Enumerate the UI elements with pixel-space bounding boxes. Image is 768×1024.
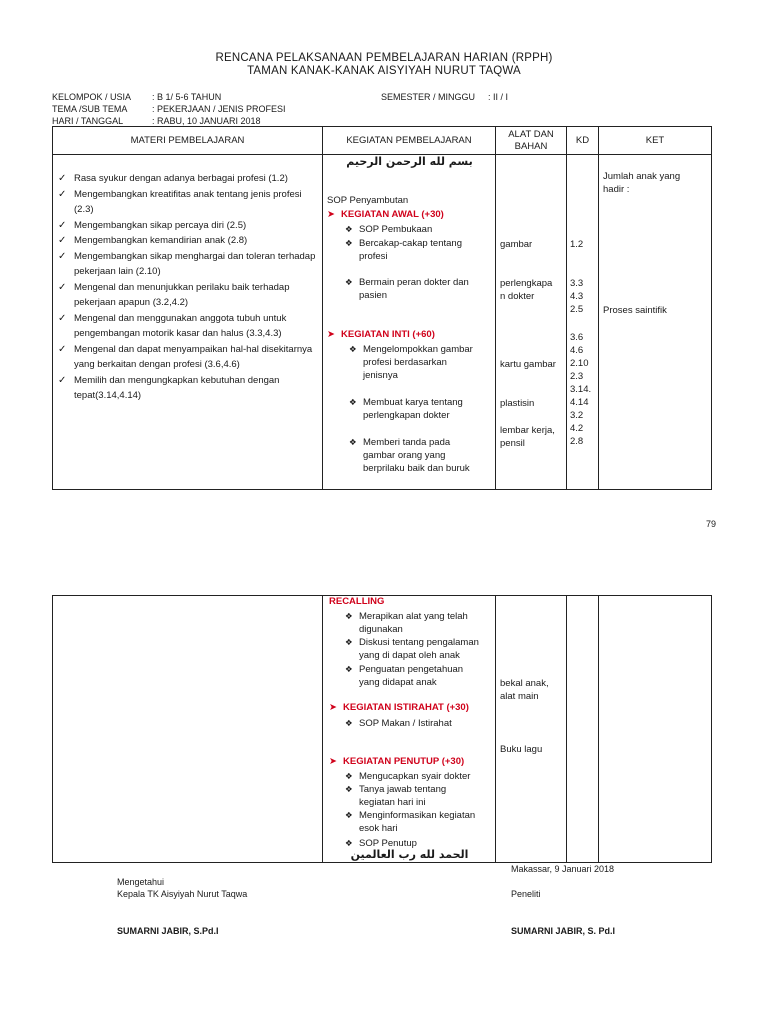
header-kegiatan: KEGIATAN PEMBELAJARAN	[323, 127, 496, 155]
activity-item: ❖ Memberi tanda pada gambar orang yang berprilaku baik dan buruk	[349, 436, 470, 475]
materi-item: ✓ Rasa syukur dengan adanya berbagai profesi (1.2)	[53, 171, 318, 187]
hari-label: HARI / TANGGAL	[52, 116, 124, 126]
activity-item: ❖ Merapikan alat yang telah digunakan	[345, 610, 468, 636]
alat-item: perlengkapa n dokter	[500, 278, 553, 302]
materi-cell	[53, 155, 323, 490]
alat-item: lembar kerja, pensil	[500, 425, 555, 449]
tema-label: TEMA /SUB TEMA	[52, 104, 128, 114]
materi-cell-continued	[53, 596, 323, 863]
recalling-heading: RECALLING	[329, 596, 385, 607]
activity-item: ❖ Diskusi tentang pengalaman yang di dapat oleh anak	[345, 636, 479, 662]
signature-name-right: SUMARNI JABIR, S. Pd.I	[511, 926, 616, 936]
materi-item: ✓ Mengembangkan kreatifitas anak tentang jenis profesi (2.3)	[53, 187, 318, 218]
activity-item: ❖ Tanya jawab tentang kegiatan hari ini	[345, 783, 446, 809]
mengetahui-label: Mengetahui	[117, 877, 165, 887]
kegiatan-cell	[323, 155, 496, 490]
kd-cell-continued	[567, 596, 599, 863]
activity-item: ❖ SOP Makan / Istirahat	[345, 717, 452, 730]
activity-item: ❖ SOP Pembukaan	[345, 223, 432, 236]
place-date: Makassar, 9 Januari 2018	[511, 864, 615, 874]
arrow-right-icon: ➤	[329, 702, 337, 713]
materi-item: ✓ Memilih dan mengungkapkan kebutuhan dengan tepat(3.14,4.14)	[53, 373, 318, 404]
header-kd: KD	[567, 127, 599, 155]
activity-item: ❖ Menginformasikan kegiatan esok hari	[345, 809, 475, 835]
alat-item: gambar	[500, 239, 533, 250]
activity-item: ❖ Bermain peran dokter dan pasien	[345, 276, 469, 302]
kegiatan-penutup-heading: ➤ KEGIATAN PENUTUP (+30)	[329, 756, 465, 767]
header-alat: ALAT DAN BAHAN	[496, 127, 567, 155]
kd-value: 3.6 4.6 2.10 2.3 3.14. 4.14 3.2 4.2 2.8	[570, 332, 592, 447]
activity-item: ❖ Mengelompokkan gambar profesi berdasarkan jenisnya	[349, 343, 473, 382]
header-ket: KET	[599, 127, 712, 155]
rpph-table-continued	[52, 595, 712, 863]
kelompok-label: KELOMPOK / USIA	[52, 92, 132, 102]
materi-item: ✓ Mengembangkan sikap percaya diri (2.5)	[53, 218, 318, 234]
ket-cell	[599, 155, 712, 490]
arrow-right-icon: ➤	[329, 756, 337, 767]
alat-item: bekal anak, alat main	[500, 678, 549, 702]
peneliti-label: Peneliti	[511, 889, 541, 899]
kegiatan-istirahat-heading: ➤ KEGIATAN ISTIRAHAT (+30)	[329, 702, 469, 713]
semester-label: SEMESTER / MINGGU	[381, 92, 476, 102]
tema-value: : PEKERJAAN / JENIS PROFESI	[152, 104, 286, 114]
alat-item: Buku lagu	[500, 744, 543, 755]
alat-cell-continued	[496, 596, 567, 863]
kegiatan-awal-heading: ➤ KEGIATAN AWAL (+30)	[327, 209, 444, 220]
header-materi: MATERI PEMBELAJARAN	[53, 127, 323, 155]
kepala-label: Kepala TK Aisyiyah Nurut Taqwa	[117, 889, 248, 899]
activity-item: ❖ SOP Penutup	[345, 837, 417, 850]
ket-cell-continued	[599, 596, 712, 863]
alat-item: plastisin	[500, 398, 535, 409]
kegiatan-cell-continued	[323, 596, 496, 863]
materi-item: ✓ Mengenal dan menunjukkan perilaku baik terhadap pekerjaan apapun (3.2,4.2)	[53, 280, 318, 311]
activity-item: ❖ Mengucapkan syair dokter	[345, 770, 470, 783]
activity-item: ❖ Penguatan pengetahuan yang didapat anak	[345, 663, 463, 689]
materi-item: ✓ Mengembangkan kemandirian anak (2.8)	[53, 233, 318, 249]
basmalah: بسم لله الرحمن الرحيم	[346, 155, 473, 168]
ket-jumlah: Jumlah anak yang hadir :	[603, 171, 681, 195]
meta-block-left	[52, 91, 286, 127]
hamdalah: الحمد لله رب العالمين	[350, 848, 469, 861]
sop-penyambutan: SOP Penyambutan	[327, 195, 409, 206]
materi-item: ✓ Mengenal dan dapat menyampaikan hal-hal disekitarnya yang berkaitan dengan profesi (3.6,4.6)	[53, 342, 318, 373]
hari-value: : RABU, 10 JANUARI 2018	[152, 116, 261, 126]
signature-name-left: SUMARNI JABIR, S.Pd.I	[117, 926, 219, 936]
alat-cell	[496, 155, 567, 490]
materi-list	[53, 171, 322, 404]
alat-item: kartu gambar	[500, 359, 556, 370]
kd-value: 1.2	[570, 239, 584, 250]
arrow-right-icon: ➤	[327, 209, 335, 220]
materi-item: ✓ Mengenal dan menggunakan anggota tubuh untuk pengembangan motorik kasar dan halus (3.3,4.3)	[53, 311, 318, 342]
rpph-table	[52, 126, 712, 490]
activity-item: ❖ Bercakap-cakap tentang profesi	[345, 237, 462, 263]
materi-item: ✓ Mengembangkan sikap menghargai dan toleran terhadap pekerjaan lain (2.10)	[53, 249, 318, 280]
kd-value: 3.3 4.3 2.5	[570, 278, 584, 315]
document-title: RENCANA PELAKSANAAN PEMBELAJARAN HARIAN (RPPH)	[215, 52, 553, 64]
kd-cell	[567, 155, 599, 490]
ket-proses: Proses saintifik	[603, 305, 667, 316]
kegiatan-inti-heading: ➤ KEGIATAN INTI (+60)	[327, 329, 435, 340]
arrow-right-icon: ➤	[327, 329, 335, 340]
activity-item: ❖ Membuat karya tentang perlengkapan dokter	[349, 396, 463, 422]
school-name: TAMAN KANAK-KANAK AISYIYAH NURUT TAQWA	[247, 65, 521, 77]
kelompok-value: : B 1/ 5-6 TAHUN	[152, 92, 222, 102]
page-number: 79	[705, 519, 716, 529]
meta-block-right	[381, 91, 508, 103]
semester-value: : II / I	[488, 92, 509, 102]
